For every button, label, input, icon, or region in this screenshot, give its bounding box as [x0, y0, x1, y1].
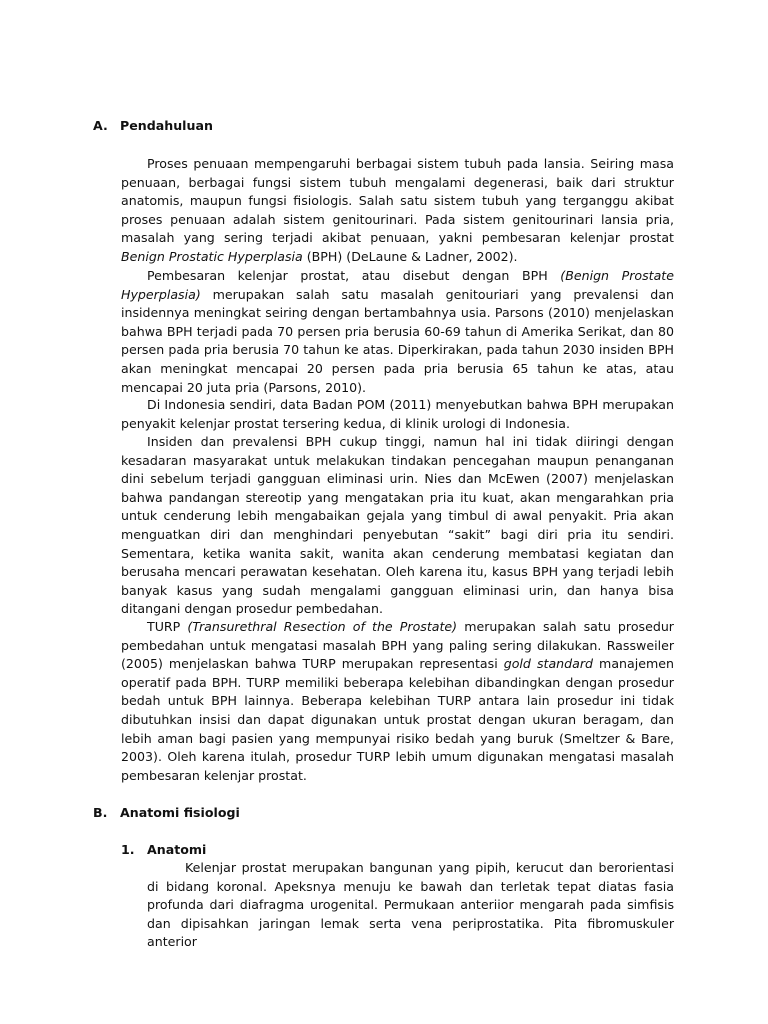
section-b-title: Anatomi fisiologi — [120, 805, 240, 820]
subsection-number: 1. — [121, 842, 135, 857]
italic-term: (Benign Prostate Hyperplasia) — [121, 268, 674, 302]
section-a-heading — [93, 118, 213, 133]
italic-term: (Transurethral Resection of the Prostate) — [187, 619, 458, 634]
subsection-title: Anatomi — [147, 842, 207, 857]
text-run: Proses penuaan mempengaruhi berbagai sistem tubuh pada lansia. Seiring masa penuaan, berbagai fungsi sistem tubuh mengalami degenerasi, baik dari struktur anatomis, maupun fungsi fisiologis. Salah satu sistem tubuh yang terganggu akibat proses penuaan adalah sistem genitourinari. Pada sistem genitourinari lansia pria, masalah yang sering terjadi akibat penuaan, yakni pembesaran kelenjar prostat — [121, 156, 674, 246]
subsection-anatomi-heading — [121, 842, 206, 857]
paragraph-1 — [121, 155, 674, 267]
text-run: Insiden dan prevalensi BPH cukup tinggi, namun hal ini tidak diiringi dengan kesadaran masyarakat untuk melakukan tindakan pencegahan maupun penanganan dini sebelum terjadi gangguan eliminasi urin. Nies dan McEwen (2007) menjelaskan bahwa pandangan stereotip yang mengatakan pria itu kuat, akan mengarahkan pria untuk cenderung lebih mengabaikan gejala yang timbul di awal penyakit. Pria akan menguatkan diri dan menghindari penyebutan “sakit” bagi diri pria itu sendiri. Sementara, ketika wanita sakit, wanita akan cenderung membatasi kegiatan dan berusaha mencari perawatan kesehatan. Oleh karena itu, kasus BPH yang terjadi lebih banyak kasus yang sudah mengalami gangguan eliminasi urin, dan hanya bisa ditangani dengan prosedur pembedahan. — [121, 434, 674, 617]
text-run: merupakan salah satu masalah genitouriari yang prevalensi dan insidennya meningkat seiring dengan bertambahnya usia. Parsons (2010) menjelaskan bahwa BPH terjadi pada 70 persen pria berusia 60-69 tahun di Amerika Serikat, dan 80 persen pada pria berusia 70 tahun ke atas. Diperkirakan, pada tahun 2030 insiden BPH akan meningkat mencapai 20 persen pada pria berusia 65 tahun ke atas, atau mencapai 20 juta pria (Parsons, 2010). — [121, 286, 674, 395]
paragraph-4 — [121, 433, 674, 619]
anatomi-paragraph — [147, 859, 674, 952]
text-run: Kelenjar prostat merupakan bangunan yang pipih, kerucut dan berorientasi di bidang koronal. Apeksnya menuju ke bawah dan terletak tepat diatas fasia profunda dari diafragma urogenital. Permukaan anteriior mengarah pada simfisis dan dipisahkan jaringan lemak serta vena periprostatika. Pita fibromuskuler anterior — [147, 860, 674, 950]
paragraph-2 — [121, 267, 674, 397]
text-run: Pembesaran kelenjar prostat, atau disebut dengan BPH — [147, 268, 561, 283]
text-run: Di Indonesia sendiri, data Badan POM (2011) menyebutkan bahwa BPH merupakan penyakit kelenjar prostat tersering kedua, di klinik urologi di Indonesia. — [121, 397, 674, 431]
text-run: manajemen operatif pada BPH. TURP memiliki beberapa kelebihan dibandingkan dengan prosedur bedah untuk BPH lainnya. Beberapa kelebihan TURP antara lain prosedur ini tidak dibutuhkan insisi dan dapat digunakan untuk prostat dengan ukuran beragam, dan lebih aman bagi pasien yang mempunyai risiko bedah yang buruk (Smeltzer & Bare, 2003). Oleh karena itulah, prosedur TURP lebih umum digunakan mengatasi masalah pembesaran kelenjar prostat. — [121, 656, 674, 783]
text-run: (BPH) (DeLaune & Ladner, 2002). — [302, 248, 518, 264]
section-b-number: B. — [93, 805, 108, 820]
paragraph-3 — [121, 396, 674, 433]
section-b-heading — [93, 805, 240, 820]
text-run: TURP — [147, 619, 188, 634]
italic-term: Benign Prostatic Hyperplasia — [121, 248, 303, 264]
italic-term: gold standard — [503, 656, 594, 672]
paragraph-5 — [121, 618, 674, 785]
text-run: merupakan salah satu prosedur pembedahan untuk mengatasi masalah BPH yang paling sering dilakukan. Rassweiler (2005) menjelaskan bahwa TURP merupakan representasi — [121, 619, 674, 672]
section-a-number: A. — [93, 118, 108, 133]
section-a-title: Pendahuluan — [120, 118, 213, 133]
